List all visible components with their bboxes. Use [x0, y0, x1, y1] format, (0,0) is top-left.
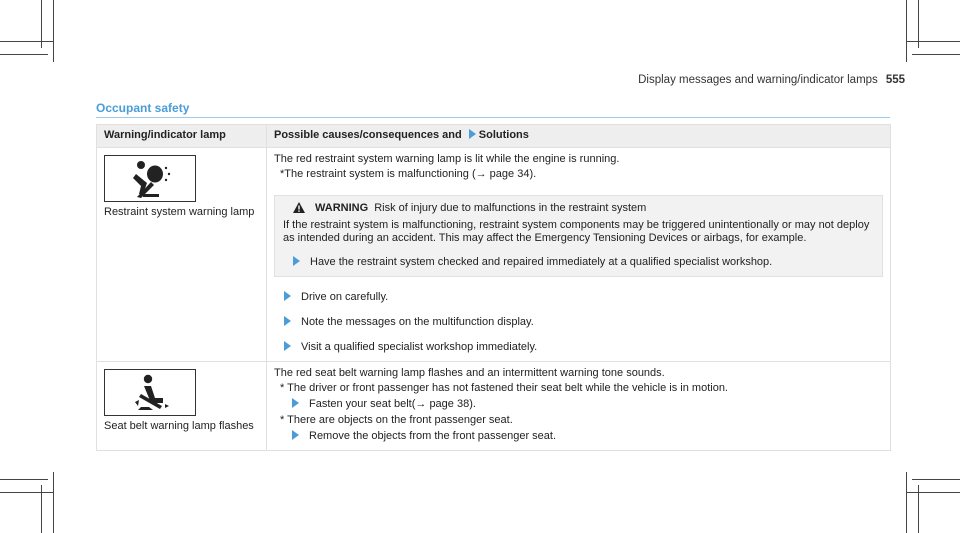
table-row — [97, 148, 891, 362]
crop-mark — [53, 0, 54, 62]
arrow-icon — [292, 398, 299, 408]
warning-triangle-icon — [293, 202, 305, 213]
page-number: 555 — [885, 74, 905, 86]
warning-heading — [293, 202, 874, 215]
crop-mark — [0, 41, 54, 42]
lamp-cell — [97, 362, 267, 451]
section-title: Occupant safety — [96, 101, 190, 115]
warning-action — [293, 256, 874, 269]
crop-mark — [906, 41, 960, 42]
warning-label: WARNING — [315, 202, 369, 214]
crop-mark — [0, 492, 54, 493]
running-header — [638, 74, 905, 86]
cause-text: * The driver or front passenger has not fastened their seat belt while the vehicle is in motion. — [280, 382, 728, 394]
arrow-icon — [469, 129, 476, 139]
crop-mark — [0, 479, 48, 480]
crop-mark — [906, 472, 907, 533]
lamp-table — [96, 124, 891, 451]
crop-mark — [906, 492, 960, 493]
crop-mark — [912, 54, 960, 55]
column-header-causes-label: Possible causes/consequences and — [274, 129, 462, 141]
table-row — [97, 362, 891, 451]
column-header-causes — [267, 125, 891, 148]
arrow-icon — [293, 256, 300, 266]
action-item — [284, 291, 883, 304]
arrow-icon — [292, 430, 299, 440]
warning-title: Risk of injury due to malfunctions in the restraint system — [374, 202, 647, 214]
seat-belt-lamp-icon — [104, 369, 196, 416]
warning-box — [274, 195, 883, 277]
action-item — [292, 430, 883, 443]
action-text: Note the messages on the multifunction display. — [301, 316, 534, 328]
running-title: Display messages and warning/indicator lamps — [638, 74, 878, 86]
action-text: Visit a qualified specialist workshop immediately. — [301, 341, 538, 353]
crop-mark — [906, 0, 907, 62]
lamp-name: Seat belt warning lamp flashes — [104, 420, 254, 432]
crop-mark — [0, 54, 48, 55]
cause-text: * There are objects on the front passenger seat. — [280, 414, 513, 426]
action-item — [284, 316, 883, 329]
description-cell — [267, 362, 891, 451]
section-divider — [96, 117, 890, 118]
crop-mark — [53, 472, 54, 533]
cause-text: *The restraint system is malfunctioning (→ page 34). — [280, 168, 537, 180]
column-header-lamp: Warning/indicator lamp — [97, 125, 267, 148]
action-text: Fasten your seat belt(→ page 38). — [309, 398, 476, 410]
action-text: Remove the objects from the front passenger seat. — [309, 430, 557, 442]
action-item — [284, 341, 883, 354]
arrow-icon — [284, 341, 291, 351]
lamp-cell — [97, 148, 267, 362]
lamp-name: Restraint system warning lamp — [104, 206, 255, 218]
column-header-solutions-label: Solutions — [478, 129, 529, 141]
cause-text: The red restraint system warning lamp is lit while the engine is running. — [274, 153, 620, 165]
cause-text: The red seat belt warning lamp flashes and an intermittent warning tone sounds. — [274, 367, 665, 379]
warning-action-text: Have the restraint system checked and repaired immediately at a qualified specialist workshop. — [310, 256, 773, 268]
action-item — [292, 398, 883, 411]
action-text: Drive on carefully. — [301, 291, 389, 303]
arrow-icon — [284, 316, 291, 326]
warning-text: If the restraint system is malfunctioning, restraint system components may be triggered unintentionally or may not deploy as intended during an accident. This may affect the Emergency Tensioning Devices or airbags, for example. — [283, 219, 870, 244]
table-header-row — [97, 125, 891, 148]
restraint-system-lamp-icon — [104, 155, 196, 202]
description-cell — [267, 148, 891, 362]
crop-mark — [912, 479, 960, 480]
arrow-icon — [284, 291, 291, 301]
